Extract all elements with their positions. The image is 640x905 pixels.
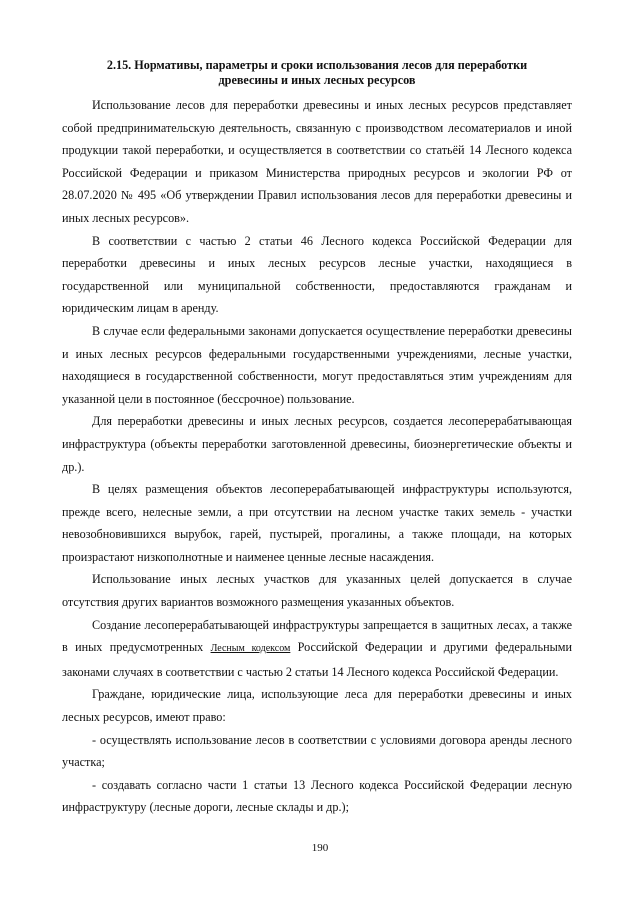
lesnoy-kodeks-link[interactable]: Лесным кодексом	[210, 643, 291, 655]
list-item: - создавать согласно части 1 статьи 13 Лесного кодекса Российской Федерации лесную инфраструктуру (лесные дороги, лесные склады и др.);	[62, 777, 572, 815]
paragraph-text-after-link: Российской Федерации и другими федеральными законами случаях в соответствии с частью 2 статьи 14 Лесного кодекса Российской Федерации.	[62, 640, 573, 679]
paragraph-text-before-link: Создание лесоперерабатывающей инфраструктуры запрещается в защитных лесах, а также в иных предусмотренных	[62, 617, 572, 655]
paragraph: В соответствии с частью 2 статьи 46 Лесного кодекса Российской Федерации для переработки древесины и иных лесных ресурсов лесные участки, находящиеся в государственной или муниципальной собственности, предоставляются гражданам и юридическим лицам в аренду.	[62, 233, 572, 316]
paragraph: Граждане, юридические лица, использующие леса для переработки древесины и иных лесных ресурсов, имеют право:	[62, 687, 572, 725]
document-page	[62, 58, 572, 819]
section-heading-line-2: древесины и иных лесных ресурсов	[218, 73, 416, 87]
list-item: - осуществлять использование лесов в соответствии с условиями договора аренды лесного участка;	[62, 732, 572, 770]
paragraph: Для переработки древесины и иных лесных ресурсов, создается лесоперерабатывающая инфраструктура (объекты переработки заготовленной древесины, биоэнергетические объекты и др.).	[62, 414, 572, 474]
paragraph: В случае если федеральными законами допускается осуществление переработки древесины и иных лесных ресурсов федеральными государственными учреждениями, лесные участки, находящиеся в государственной собственности, могут предоставляться этим учреждениям для указанной цели в постоянное (бессрочное) пользование.	[62, 323, 572, 406]
paragraph: Использование иных лесных участков для указанных целей допускается в случае отсутствия других вариантов возможного размещения указанных объектов.	[62, 572, 572, 610]
paragraph: Использование лесов для переработки древесины и иных лесных ресурсов представляет собой предпринимательскую деятельность, связанную с производством лесоматериалов и иной продукции такой переработки, и осуществляется в соответствии со статьёй 14 Лесного кодекса Российской Федерации и приказом Министерства природных ресурсов и экологии РФ от 28.07.2020 № 495 «Об утверждении Правил использования лесов для переработки древесины и иных лесных ресурсов».	[62, 98, 572, 225]
page-number: 190	[311, 842, 329, 854]
section-heading	[62, 58, 572, 88]
paragraph-with-link	[62, 614, 572, 684]
section-heading-line-1: 2.15. Нормативы, параметры и сроки использования лесов для переработки	[106, 58, 528, 72]
paragraph: В целях размещения объектов лесоперерабатывающей инфраструктуры используются, прежде всего, нелесные земли, а при отсутствии на лесном участке таких земель - участки невозобновившихся вырубок, гарей, пустырей, прогалины, а также площади, на которых произрастают низкополнотные и наименее ценные лесные насаждения.	[62, 482, 572, 564]
